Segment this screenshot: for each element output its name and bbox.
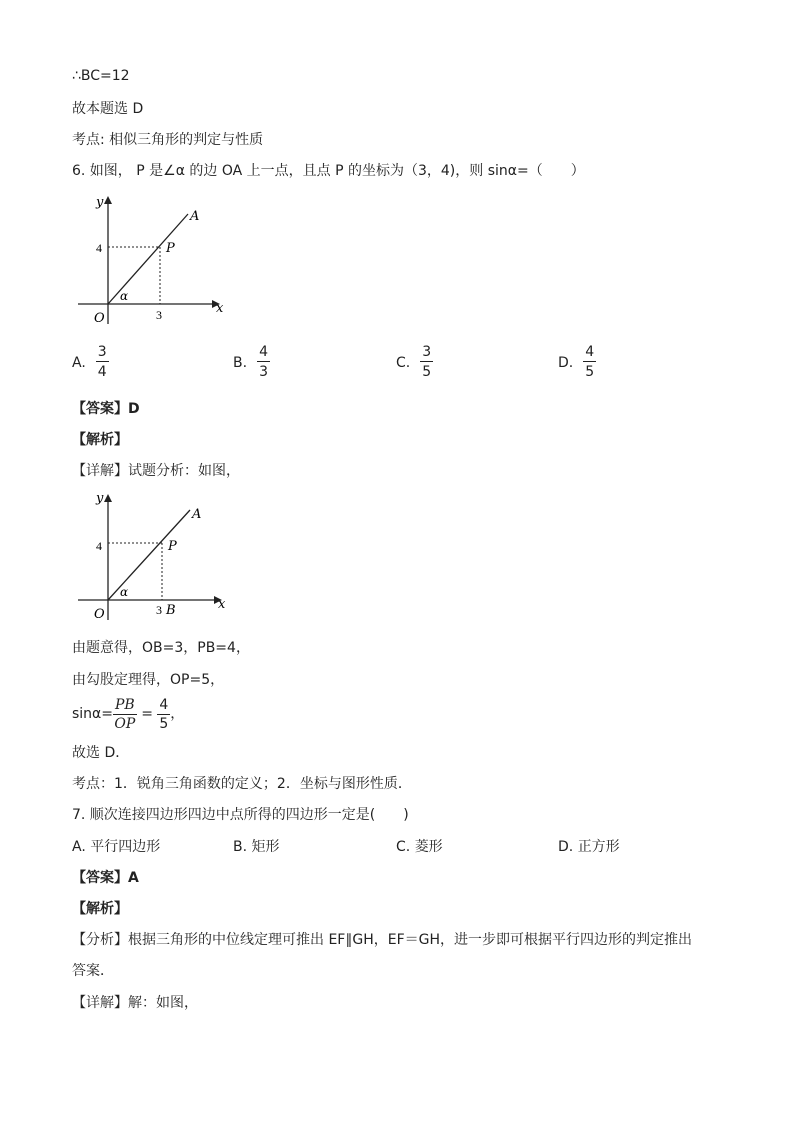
figure-coordinate-2 <box>72 488 237 623</box>
point-p-label: P <box>166 241 175 256</box>
alpha-label: α <box>120 585 129 599</box>
option-label: C. <box>396 354 411 371</box>
point-a-label: A <box>190 209 200 224</box>
numerator: 3 <box>422 344 432 360</box>
x-tick-3: 3 <box>156 308 162 322</box>
comma: ， <box>170 706 185 722</box>
q6-option-a <box>72 343 109 382</box>
question-7: 7. 顺次连接四边形四边中点所得的四边形一定是( ) <box>72 807 409 823</box>
denominator: 3 <box>259 364 268 380</box>
denominator: 5 <box>585 364 595 380</box>
origin-label: O <box>94 607 105 622</box>
equals-sign: = <box>141 706 153 722</box>
analysis-7: 【解析】 <box>72 901 128 917</box>
detail-7: 【详解】解：如图， <box>72 995 198 1011</box>
option-label: A. <box>72 354 86 371</box>
denominator: 5 <box>159 715 169 732</box>
figure-coordinate-1 <box>72 192 232 327</box>
x-axis-label: x <box>216 301 224 316</box>
fenxi-7-cont: 答案． <box>72 963 114 979</box>
q7-option-c: C. 菱形 <box>396 839 443 855</box>
option-label: B. <box>233 354 248 371</box>
q7-option-b: B. 矩形 <box>233 839 280 855</box>
x-axis-label: x <box>218 597 226 612</box>
alpha-label: α <box>120 289 129 303</box>
text-bc-12: ∴BC=12 <box>72 68 130 84</box>
analysis-6: 【解析】 <box>72 432 128 448</box>
choose-6: 故选 D． <box>72 745 130 761</box>
y-tick-4: 4 <box>96 241 102 255</box>
sin-equation <box>72 694 184 734</box>
numerator: 4 <box>159 696 169 713</box>
text-choose-d: 故本题选 D <box>72 101 144 117</box>
x-tick-3: 3 <box>156 603 162 617</box>
y-axis-label: y <box>96 491 104 506</box>
denominator: 4 <box>97 364 107 380</box>
answer-6: 【答案】D <box>72 401 140 417</box>
derive-2: 由勾股定理得，OP=5， <box>72 672 225 688</box>
derive-1: 由题意得，OB=3，PB=4， <box>72 640 250 656</box>
numerator: PB <box>115 696 135 713</box>
q6-option-b <box>233 343 270 382</box>
kaodian-6: 考点：1．锐角三角函数的定义；2．坐标与图形性质． <box>72 776 412 792</box>
denominator: 5 <box>422 364 432 380</box>
q7-option-a: A. 平行四边形 <box>72 839 161 855</box>
origin-label: O <box>94 311 105 326</box>
answer-7: 【答案】A <box>72 870 139 886</box>
text-kaodian-5: 考点: 相似三角形的判定与性质 <box>72 132 264 148</box>
numerator: 3 <box>97 344 107 360</box>
y-tick-4: 4 <box>96 539 102 553</box>
question-6: 6. 如图， P 是∠α 的边 OA 上一点，且点 P 的坐标为（3，4)，则 sinα=（ ） <box>72 163 585 179</box>
numerator: 4 <box>585 344 595 360</box>
point-a-label: A <box>192 507 202 522</box>
y-axis-label: y <box>96 195 104 210</box>
denominator: OP <box>114 715 136 732</box>
point-p-label: P <box>168 539 177 554</box>
sin-prefix: sinα= <box>72 706 114 722</box>
option-label: D. <box>558 354 574 371</box>
q7-option-d: D. 正方形 <box>558 839 620 855</box>
point-b-label: B <box>166 603 176 618</box>
q6-option-c <box>396 343 433 382</box>
detail-6: 【详解】试题分析：如图， <box>72 463 240 479</box>
q6-option-d <box>558 343 596 382</box>
numerator: 4 <box>259 344 268 360</box>
fenxi-7: 【分析】根据三角形的中位线定理可推出 EF∥GH，EF＝GH，进一步即可根据平行四边形的判定推出 <box>72 932 692 948</box>
